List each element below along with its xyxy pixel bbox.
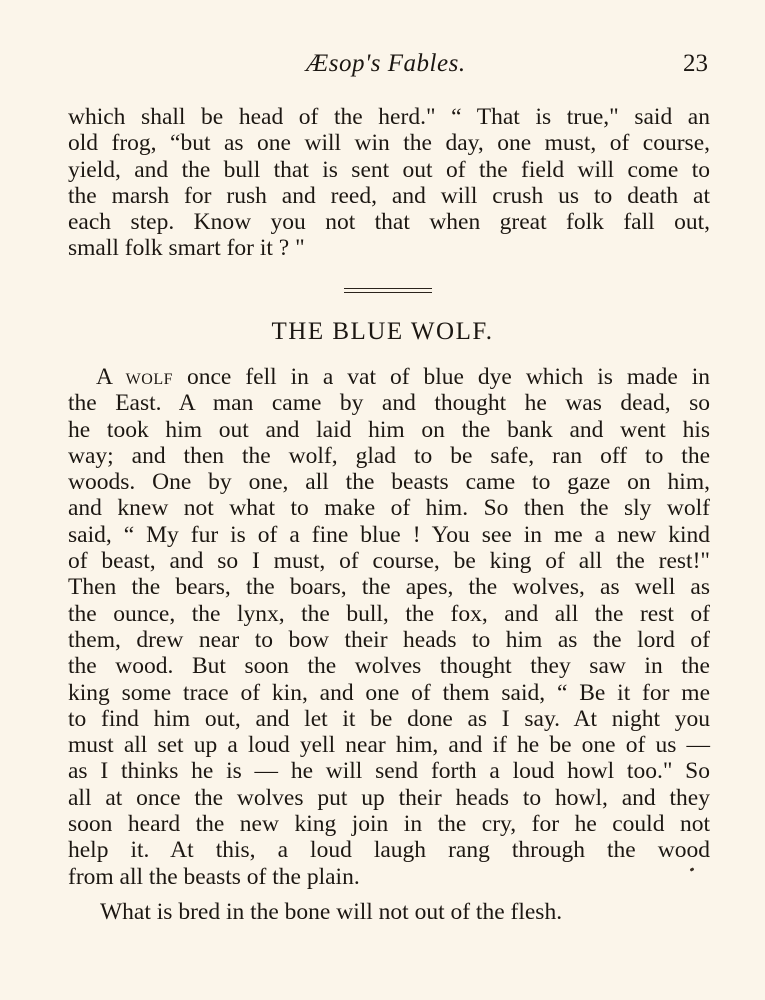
text-line: said, “ My fur is of a fine blue ! You see in me a new kind bbox=[68, 521, 710, 548]
opening-letter: A bbox=[96, 364, 112, 390]
fable-moral: What is bred in the bone will not out of the flesh. bbox=[100, 899, 563, 925]
fable-paragraph bbox=[68, 364, 710, 890]
text-line: the East. A man came by and thought he was dead, so bbox=[68, 390, 710, 417]
text-line: small folk smart for it ? " bbox=[68, 235, 305, 262]
fable-title: THE BLUE WOLF. bbox=[271, 318, 494, 345]
text-line: each step. Know you not that when great folk fall out, bbox=[68, 209, 710, 236]
text-line-first bbox=[68, 364, 710, 390]
section-divider bbox=[344, 288, 432, 294]
text-line: all at once the wolves put up their heads to howl, and they bbox=[68, 784, 710, 811]
text-line: as I thinks he is — he will send forth a loud howl too." So bbox=[68, 758, 710, 785]
text-line: soon heard the new king join in the cry, for he could not bbox=[68, 811, 710, 838]
text-line: of beast, and so I must, of course, be king of all the rest!" bbox=[68, 548, 710, 575]
text-line: to find him out, and let it be done as I say. At night you bbox=[68, 705, 710, 732]
continuation-paragraph bbox=[68, 104, 710, 262]
text-line: old frog, “but as one will win the day, one must, of course, bbox=[68, 130, 710, 157]
text-line: must all set up a loud yell near him, and if he be one of us — bbox=[68, 732, 710, 759]
running-title: Æsop's Fables. bbox=[306, 50, 466, 77]
text-line: the marsh for rush and reed, and will crush us to death at bbox=[68, 182, 710, 209]
divider-rule-top bbox=[344, 288, 432, 289]
text-line: yield, and the bull that is sent out of the field will come to bbox=[68, 156, 710, 183]
text-line: the wood. But soon the wolves thought they saw in the bbox=[68, 653, 710, 680]
text-line: the ounce, the lynx, the bull, the fox, and all the rest of bbox=[68, 600, 710, 627]
text-line: Then the bears, the boars, the apes, the wolves, as well as bbox=[68, 574, 710, 601]
text-line: which shall be head of the herd." “ That is true," said an bbox=[68, 104, 710, 130]
first-line-rest: once fell in a vat of blue dye which is made in bbox=[186, 364, 711, 390]
text-line: woods. One by one, all the beasts came to gaze on him, bbox=[68, 469, 710, 496]
text-line: help it. At this, a loud laugh rang through the wood bbox=[68, 837, 710, 864]
text-line: king some trace of kin, and one of them said, “ Be it for me bbox=[68, 679, 710, 706]
divider-rule-bottom bbox=[344, 292, 432, 293]
running-header bbox=[0, 50, 765, 80]
opening-word-smallcaps: wolf bbox=[125, 364, 173, 390]
text-line: he took him out and laid him on the bank and went his bbox=[68, 416, 710, 443]
text-line: them, drew near to bow their heads to him as the lord of bbox=[68, 626, 710, 653]
text-line: from all the beasts of the plain. bbox=[68, 863, 360, 890]
text-line: way; and then the wolf, glad to be safe, ran off to the bbox=[68, 442, 710, 469]
page-number: 23 bbox=[683, 50, 708, 77]
text-line: and knew not what to make of him. So then the sly wolf bbox=[68, 495, 710, 522]
